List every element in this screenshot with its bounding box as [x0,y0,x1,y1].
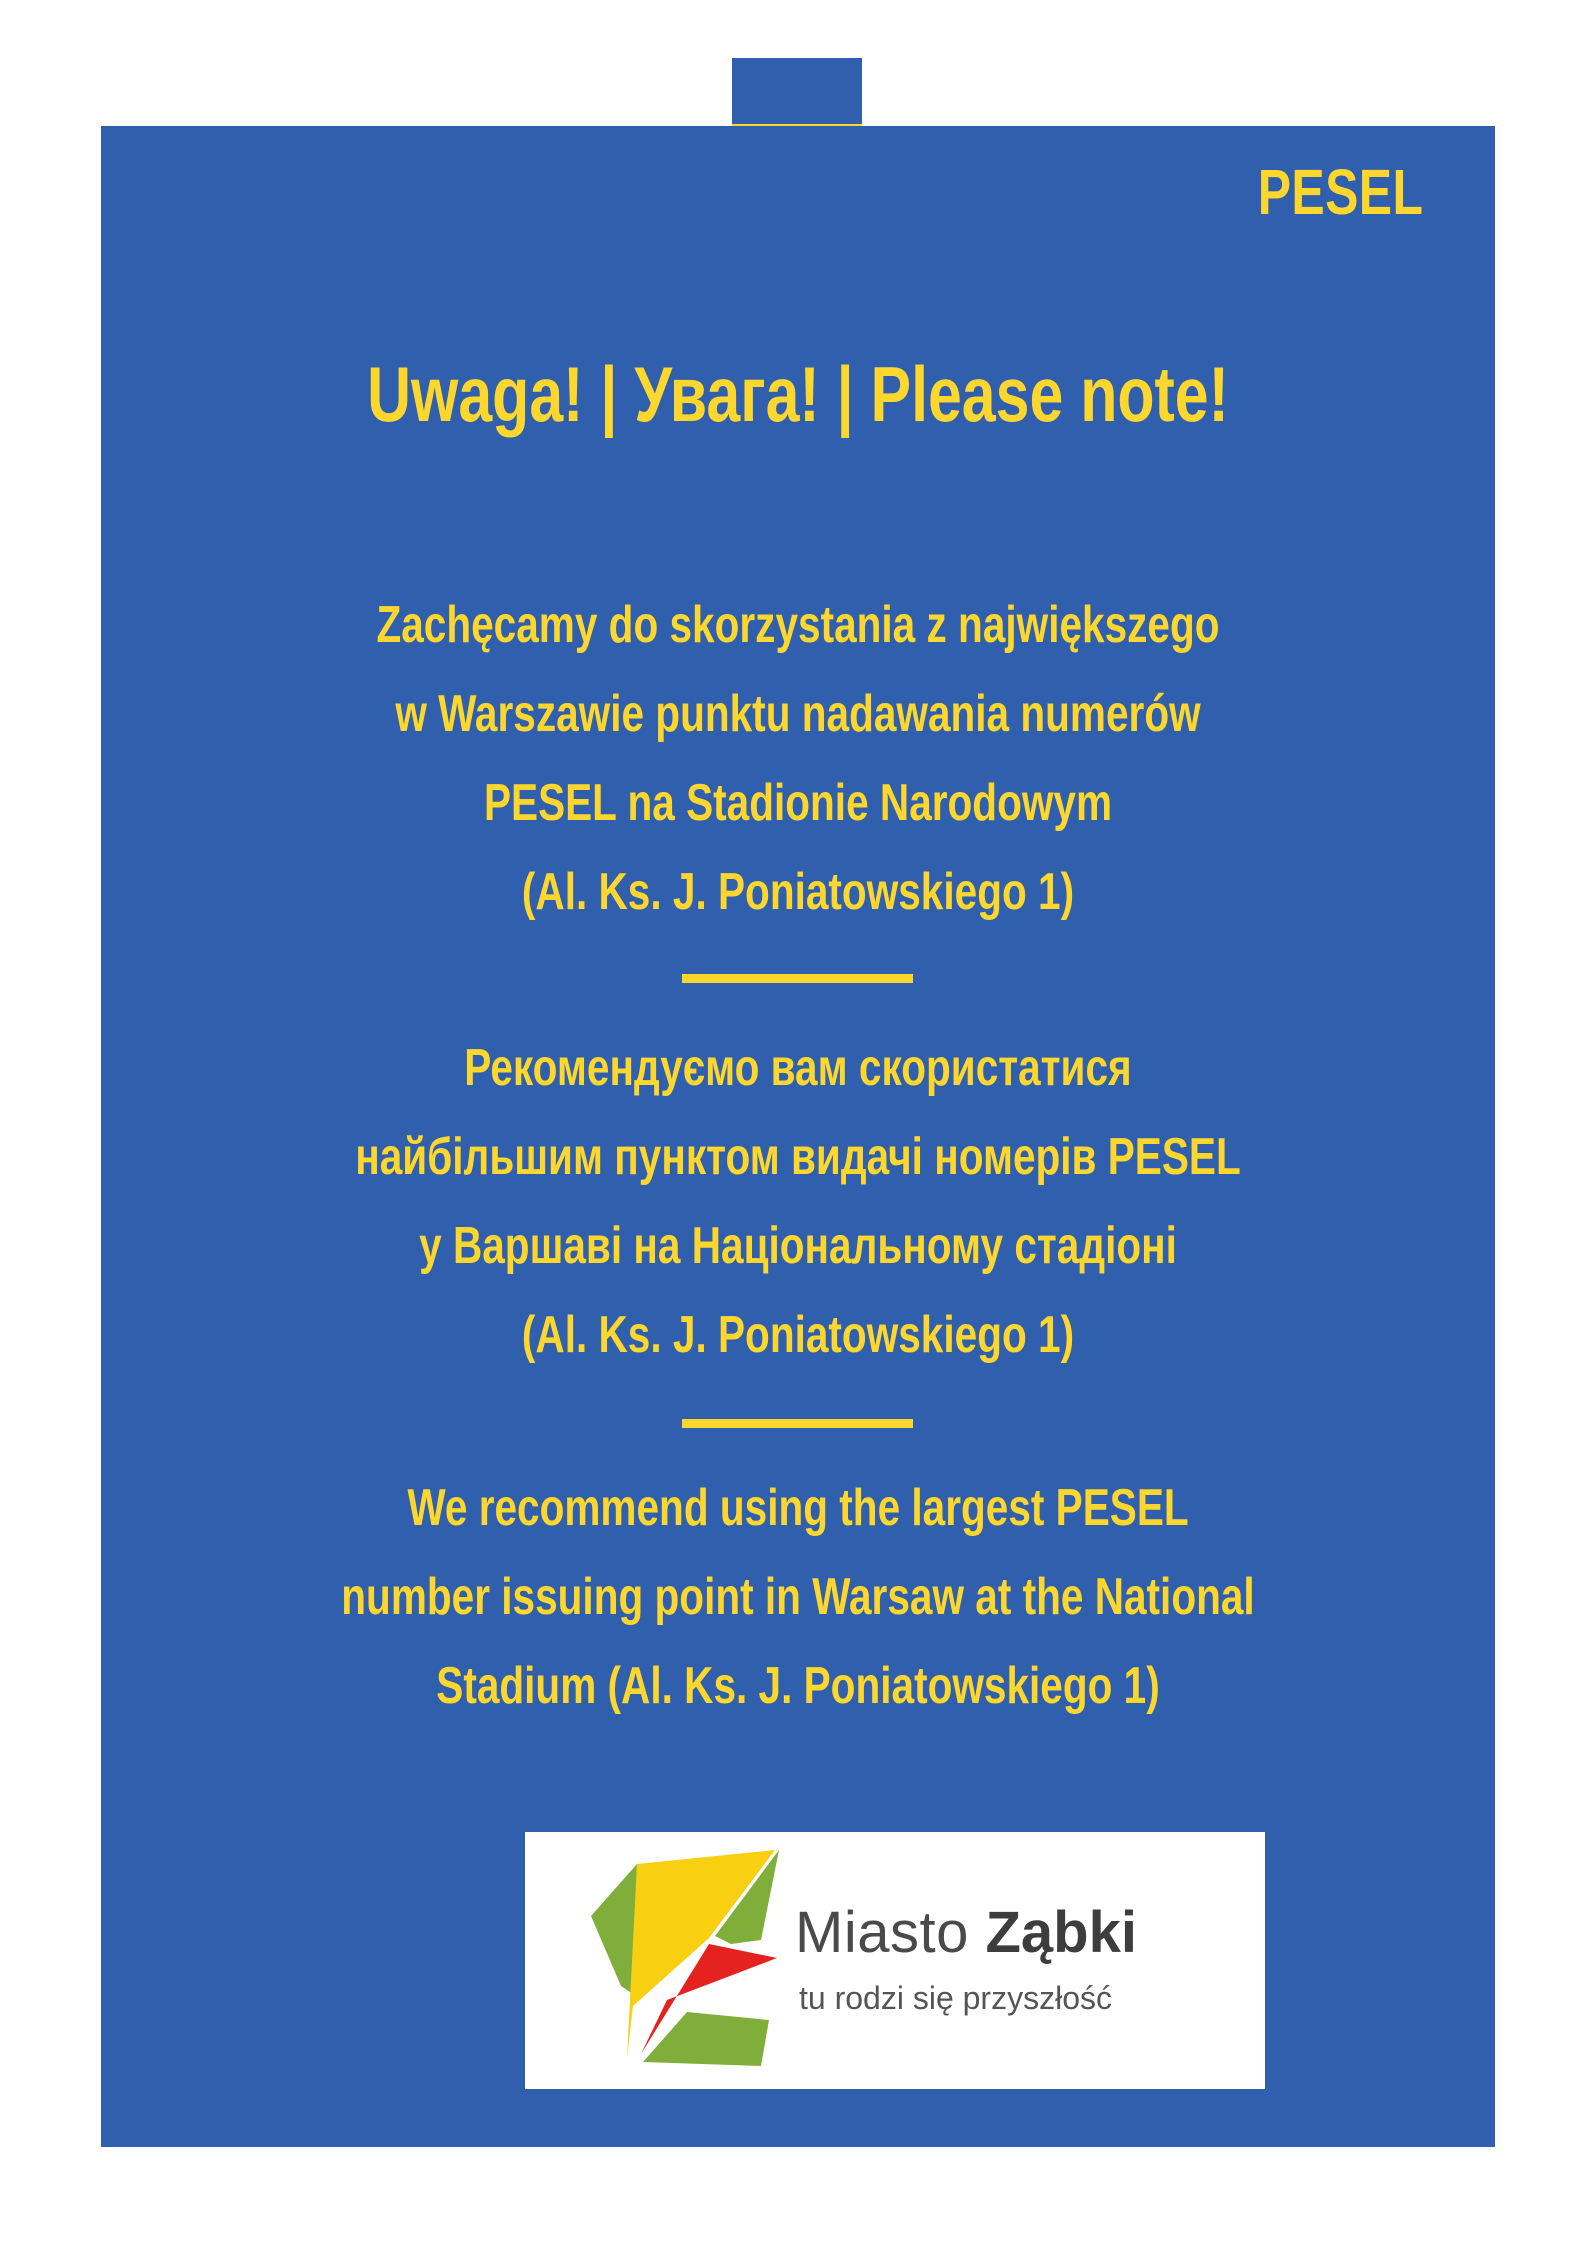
logo-title-light: Miasto [795,1900,986,1965]
polish-message [254,581,1341,937]
english-line-1: We recommend using the largest PESEL [407,1479,1189,1537]
logo-title [795,1900,1137,1965]
city-logo [525,1832,1265,2089]
ukrainian-message [254,1024,1341,1380]
ukrainian-line-1: Рекомендуємо вам скористатися [464,1039,1132,1097]
english-line-3: Stadium (Al. Ks. J. Poniatowskiego 1) [436,1657,1160,1715]
english-line-2: number issuing point in Warsaw at the National [341,1568,1255,1626]
polish-line-1: Zachęcamy do skorzystania z największego [376,596,1220,654]
divider [682,974,913,983]
polish-line-4: (Al. Ks. J. Poniatowskiego 1) [521,863,1075,921]
ukrainian-line-2: найбільшим пунктом видачі номерів PESEL [355,1128,1241,1186]
ukrainian-line-3: у Варшаві на Національному стадіоні [419,1217,1177,1275]
pesel-tag: PESEL [1257,156,1423,228]
miasto-zabki-logo-mark [583,1848,783,2073]
polish-line-3: PESEL na Stadionie Narodowym [483,774,1113,832]
ukrainian-line-4: (Al. Ks. J. Poniatowskiego 1) [521,1306,1075,1364]
logo-tagline: tu rodzi się przyszłość [799,1980,1112,2016]
notice-panel [101,126,1495,2147]
flag-blue-stripe [732,58,862,124]
notice-heading: Uwaga! | Увага! | Please note! [367,350,1229,438]
polish-line-2: w Warszawie punktu nadawania numerów [395,685,1201,743]
divider [682,1419,913,1428]
logo-title-bold: Ząbki [985,1900,1137,1965]
english-message [254,1464,1341,1731]
